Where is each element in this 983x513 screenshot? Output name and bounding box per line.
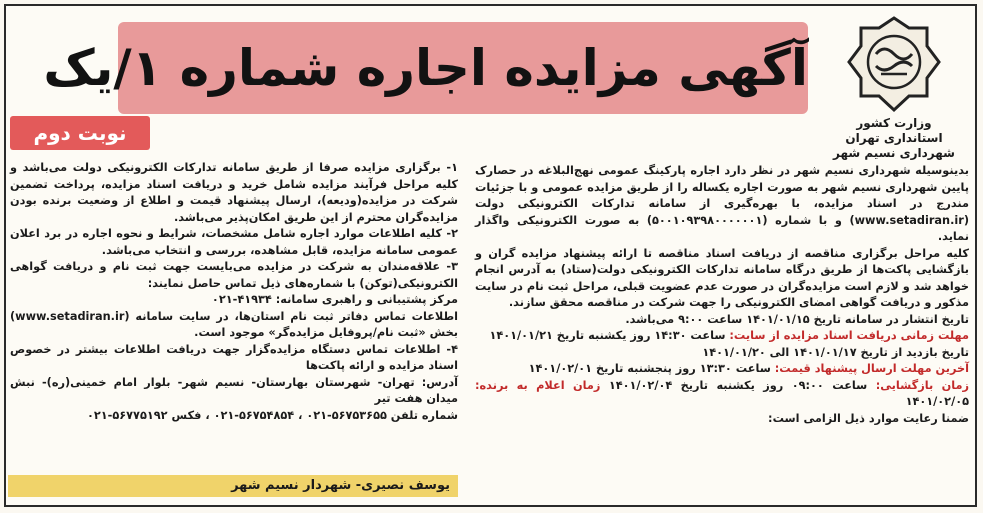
offer-deadline-row — [475, 361, 969, 378]
procedure-paragraph: کلیه مراحل برگزاری مناقصه از دریافت اسناد مناقصه تا ارائه پیشنهاد مزایده گران و بازگشایی پاکت‌ها از طریق درگاه سامانه تدارکات الکترونیکی دولت(ستاد) به آدرس انجام خواهد شد و لازم است مزایده‌گران در صورت عدم عضویت قبلی، مراحل ثبت نام در سایت مذکور و دریافت گواهی امضای الکترونیکی را جهت شرکت در مناقصه محقق سازند. — [475, 246, 969, 309]
right-column — [475, 163, 969, 427]
ministry-caption — [823, 116, 965, 161]
municipality-line: شهرداری نسیم شهر — [833, 146, 955, 160]
offer-deadline-value: ساعت ۱۳:۳۰ روز پنجشنبه تاریخ ۱۴۰۱/۰۲/۰۱ — [528, 362, 771, 375]
condition-item-3: ۳- علاقه‌مندان به شرکت در مزایده می‌بایست جهت ثبت نام و دریافت گواهی الکترونیکی(توکن) با شماره‌های ذیل تماس حاصل نمایند: — [10, 260, 458, 290]
visit-dates: تاریخ بازدید از تاریخ ۱۴۰۱/۰۱/۱۷ الی ۱۴۰۱/۰۱/۲۰ — [702, 345, 969, 359]
docs-deadline-value: ساعت ۱۴:۳۰ روز یکشنبه تاریخ ۱۴۰۱/۰۱/۲۱ — [489, 329, 726, 342]
phone-numbers: شماره تلفن ۵۶۷۵۳۶۵۵-۰۲۱ ، ۵۶۷۵۴۸۵۴-۰۲۱ ، فکس ۵۶۷۷۵۱۹۲-۰۲۱ — [86, 408, 458, 422]
address: آدرس: تهران- شهرستان بهارستان- نسیم شهر- بلوار امام خمینی(ره)- نبش میدان هفت تیر — [10, 375, 458, 405]
announce-value: ۱۴۰۱/۰۲/۰۵ — [905, 395, 969, 408]
opening-row — [475, 378, 969, 411]
opening-value: ساعت ۰۹:۰۰ روز یکشنبه تاریخ ۱۴۰۱/۰۲/۰۴ — [608, 378, 868, 392]
province-line: استانداری تهران — [845, 131, 943, 145]
publish-date: تاریخ انتشار در سامانه تاریخ ۱۴۰۱/۰۱/۱۵ ساعت ۹:۰۰ می‌باشد. — [625, 312, 969, 326]
round-badge: نوبت دوم — [10, 116, 150, 150]
docs-deadline-row — [475, 328, 969, 345]
condition-item-2: ۲- کلیه اطلاعات موارد اجاره شامل مشخصات، شرایط و نحوه اجاره در برد اعلان عمومی سامانه مزایده، قابل مشاهده، بررسی و انتخاب می‌باشد. — [10, 227, 458, 257]
docs-deadline-label: مهلت زمانی دریافت اسناد مزایده از سایت: — [729, 329, 969, 342]
support-center: مرکز پشتیبانی و راهبری سامانه: ۴۱۹۳۴-۰۲۱ — [211, 293, 458, 306]
signature: یوسف نصیری- شهردار نسیم شهر — [8, 475, 458, 497]
municipality-logo-icon — [829, 14, 959, 114]
announce-label: زمان اعلام به برنده: — [475, 378, 601, 392]
opening-label: زمان بازگشایی: — [875, 378, 969, 392]
intro-paragraph: بدینوسیله شهرداری نسیم شهر در نظر دارد اجاره پارکینگ عمومی نهج‌البلاغه در حصارک پایین شهرداری نسیم شهر به صورت اجاره یکساله را از طریق مزایده عمومی و با جزئیات مندرج در اسناد مزایده، با بهره‌گیری از سامانه تدارکات الکترونیکی دولت (www.setadiran.ir) و با شماره (۵۰۰۱۰۹۳۹۸۰۰۰۰۰۰۱) به صورت الکترونیکی واگذار نماید. — [475, 164, 969, 243]
offer-deadline-label: آخرین مهلت ارسال پیشنهاد قیمت: — [774, 362, 969, 375]
ministry-line: وزارت کشور — [856, 116, 932, 130]
left-column — [10, 160, 458, 424]
registration-info: اطلاعات تماس دفاتر ثبت نام استان‌ها، در سایت سامانه (www.setadiran.ir) بخش «ثبت نام/پروفایل مزایده‌گر» موجود است. — [10, 309, 458, 339]
advert-title: آگهی مزایده اجاره شماره ۱/یک — [43, 39, 808, 97]
requirements-note: ضمنا رعایت موارد ذیل الزامی است: — [768, 411, 969, 425]
condition-item-1: ۱- برگزاری مزایده صرفا از طریق سامانه تدارکات الکترونیکی دولت می‌باشد و کلیه مراحل فرآیند مزایده شامل خرید و دریافت اسناد مزایده، پرداخت تضمین شرکت در مزایده(ودیعه)، ارسال پیشنهاد قیمت و اطلاع از وضعیت برنده بودن مزایده‌گران محترم از این طریق امکان‌پذیر می‌باشد. — [10, 161, 458, 224]
condition-item-4: ۴- اطلاعات تماس دستگاه مزایده‌گزار جهت دریافت اطلاعات بیشتر در خصوص اسناد مزایده و ارائه پاکت‌ها — [10, 342, 458, 372]
